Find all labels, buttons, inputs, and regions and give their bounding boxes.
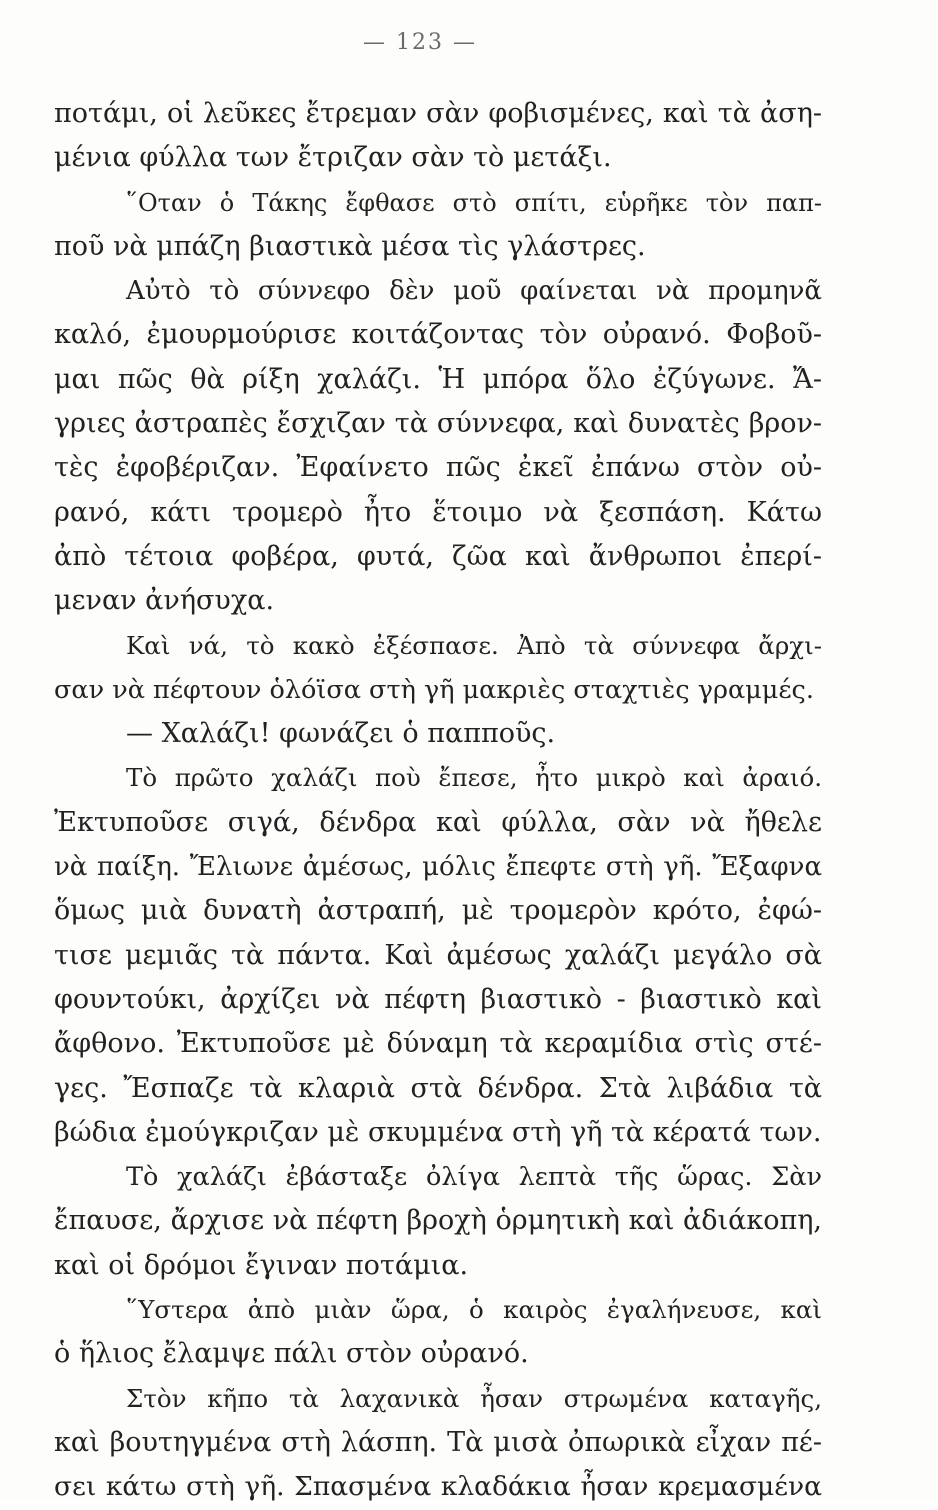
text-line: μαι πῶς θὰ ρίξη χαλάζι. Ἡ μπόρα ὅλο ἐζύγωνε. Ἄ- <box>54 363 822 395</box>
text-line: βώδια ἐμούγκριζαν μὲ σκυμμένα στὴ γῆ τὰ κέρατά των. <box>54 1116 822 1148</box>
page-number: — 123 — <box>363 30 477 55</box>
text-line: ὁ ἥλιος ἔλαμψε πάλι στὸν οὐρανό. <box>54 1338 529 1370</box>
text-line: τὲς ἐφοβέριζαν. Ἐφαίνετο πῶς ἐκεῖ ἐπάνω στὸν οὐ- <box>54 452 822 484</box>
text-line: νὰ παίξη. Ἔλιωνε ἀμέσως, μόλις ἔπεφτε στὴ γῆ. Ἔξαφνα <box>54 852 822 883</box>
text-line: γριες ἀστραπὲς ἔσχιζαν τὰ σύννεφα, καὶ δυνατὲς βρον- <box>54 408 822 440</box>
text-line: τισε μεμιᾶς τὰ πάντα. Καὶ ἀμέσως χαλάζι μεγάλο σὰ <box>54 939 822 971</box>
text-line: ὅμως μιὰ δυνατὴ ἀστραπή, μὲ τρομερὸν κρότο, ἐφώ- <box>54 895 822 927</box>
text-line: σαν νὰ πέφτουν ὁλόϊσα στὴ γῆ μακριὲς σταχτιὲς γραμμές. <box>54 674 814 705</box>
text-line: Καὶ νά, τὸ κακὸ ἐξέσπασε. Ἀπὸ τὰ σύννεφα ἄρχι- <box>126 630 822 660</box>
text-line: ἔπαυσε, ἄρχισε νὰ πέφτη βροχὴ ὁρμητικὴ καὶ ἀδιάκοπη, <box>54 1205 822 1237</box>
text-line: Αὐτὸ τὸ σύννεφο δὲν μοῦ φαίνεται νὰ προμηνᾶ <box>126 276 822 307</box>
text-line: μεναν ἀνήσυχα. <box>54 585 275 617</box>
text-line: καλό, ἐμουρμούρισε κοιτάζοντας τὸν οὐρανό. Φοβοῦ- <box>54 319 822 351</box>
text-line: γες. Ἔσπαζε τὰ κλαριὰ στὰ δένδρα. Στὰ λιβάδια τὰ <box>54 1072 822 1104</box>
text-line: Στὸν κῆπο τὰ λαχανικὰ ἦσαν στρωμένα καταγῆς, <box>126 1383 822 1413</box>
text-line: μένια φύλλα των ἔτριζαν σὰν τὸ μετάξι. <box>54 142 612 174</box>
text-line: ῞Οταν ὁ Τάκης ἔφθασε στὸ σπίτι, εὑρῆκε τὸν παπ- <box>126 188 822 217</box>
text-line: Ἐκτυποῦσε σιγά, δένδρα καὶ φύλλα, σὰν νὰ ἤθελε <box>54 806 822 838</box>
text-line: καὶ βουτηγμένα στὴ λάσπη. Τὰ μισὰ ὀπωρικὰ εἶχαν πέ- <box>54 1426 822 1458</box>
text-line: ἄφθονο. Ἐκτυποῦσε μὲ δύναμη τὰ κεραμίδια στὶς στέ- <box>54 1028 822 1060</box>
text-line: ἀπὸ τέτοια φοβέρα, φυτά, ζῶα καὶ ἄνθρωποι ἐπερί- <box>54 540 822 572</box>
text-line: φουντούκι, ἀρχίζει νὰ πέφτη βιαστικὸ - βιαστικὸ καὶ <box>54 983 822 1015</box>
text-line: σει κάτω στὴ γῆ. Σπασμένα κλαδάκια ἦσαν κρεμασμένα <box>54 1471 822 1503</box>
text-line: ῞Υστερα ἀπὸ μιὰν ὥρα, ὁ καιρὸς ἐγαλήνευσε, καὶ <box>126 1295 822 1325</box>
text-line: Τὸ χαλάζι ἐβάσταξε ὀλίγα λεπτὰ τῆς ὥρας. Σὰν <box>126 1162 822 1193</box>
text-line: — Χαλάζι! φωνάζει ὁ παπποῦς. <box>126 718 556 750</box>
text-line: καὶ οἱ δρόμοι ἔγιναν ποτάμια. <box>54 1249 469 1281</box>
text-line: ρανό, κάτι τρομερὸ ἦτο ἕτοιμο νὰ ξεσπάση. Κάτω <box>54 496 822 528</box>
text-line: ποτάμι, οἱ λεῦκες ἔτρεμαν σὰν φοβισμένες, καὶ τὰ ἀση- <box>54 98 822 129</box>
text-line: Τὸ πρῶτο χαλάζι ποὺ ἔπεσε, ἦτο μικρὸ καὶ ἀραιό. <box>126 763 822 793</box>
body-text <box>54 92 822 1510</box>
text-line: ποῦ νὰ μπάζη βιαστικὰ μέσα τὶς γλάστρες. <box>54 230 646 262</box>
